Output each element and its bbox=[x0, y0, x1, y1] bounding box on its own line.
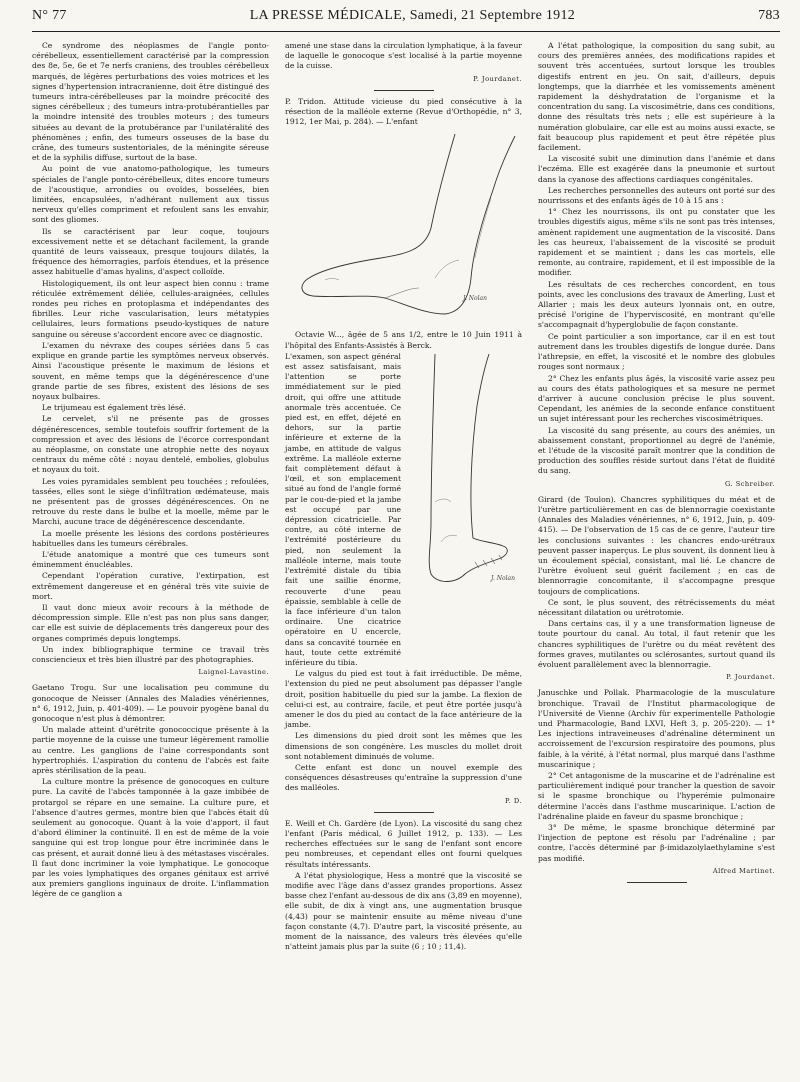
paragraph: L'examen, son aspect général est assez satisfaisant, mais l'attention se porte immédiatement sur le pied droit, qui offre une attitude anormale très accentuée. Ce pied est, en effet, déjeté en dehors, sur la partie inférieure et externe de la jambe, en attitude de valgus extrême. La malléole externe fait complètement défaut à l'œil, et son emplacement situé au fond de l'angle formé par le cou-de-pied et la jambe est occupé par une dépression cicatricielle. Par contre, au côté interne de l'extrémité postérieure du pied, non seulement la malléole interne, mais toute l'extrémité distale du tibia fait une saillie énorme, recouverte d'une peau épaissie, semblable à celle de la face inférieure d'un talon ordinaire. Une cicatrice opératoire en U encercle, dans sa concavité tournée en haut, toute cette extrémité inférieure du tibia. bbox=[285, 351, 401, 667]
paragraph: 2° Cet antagonisme de la muscarine et de l'adrénaline est particulièrement indiqué pour trancher la question de savoir si le spasme bronchique ou l'hyperémie pulmonaire détermine l'accès dans l'asthme muscarinique. L'action de l'adrénaline plaide en faveur du spasme bronchique ; bbox=[538, 771, 775, 821]
case-block bbox=[285, 352, 522, 669]
foot-side-view-figure bbox=[285, 128, 522, 330]
author-signature: Alfred Martinet. bbox=[712, 866, 775, 875]
paragraph: amené une stase dans la circulation lymphatique, à la faveur de laquelle le gonocoque s'est localisé à la partie moyenne de la cuisse. bbox=[285, 41, 522, 71]
page-header bbox=[32, 8, 780, 32]
author-signature: P. Jourdanet. bbox=[726, 673, 775, 682]
divider bbox=[374, 812, 434, 813]
author-signature: G. Schreiber. bbox=[725, 479, 775, 488]
article-title-januschke: Januschke und Pollak. Pharmacologie de la musculature bronchique. Travail de l'Institut pharmacologique de l'Université de Vienne (Archiv für experimentelle Pathologie und Pharmacologie, Band LXVI, Heft 3, p. 205-220). — 1° Les injections intraveineuses d'adrénaline déterminent un accroissement de l'excursion respiratoire des poumons, plus faible, à la vérité, à l'état normal, plus marqué dans l'asthme muscarinique ; bbox=[538, 688, 775, 769]
paragraph: Le cervelet, s'il ne présente pas de grosses dégénérescences, semble toutefois souffrir fortement de la compression et avec des lésions de l'écorce correspondant au néoplasme, on constate une atrophie nette des noyaux centraux du même côté : noyau dentelé, embolies, globulus et noyaux du toit. bbox=[32, 414, 269, 475]
paragraph: Cependant l'opération curative, l'extirpation, est extrêmement dangereuse et en général très vite suivie de mort. bbox=[32, 571, 269, 601]
paragraph: La viscosité subit une diminution dans l'anémie et dans l'eczéma. Elle est exagérée dans la pneumonie et surtout dans la cyanose des affections cardiaques congénitales. bbox=[538, 154, 775, 184]
article-title-weill: E. Weill et Ch. Gardère (de Lyon). La viscosité du sang chez l'enfant (Paris médical, 6 Juillet 1912, p. 133). — Les recherches effectuées sur le sang de l'enfant sont encore peu nombreuses, et cependant elles ont fourni quelques résultats intéressants. bbox=[285, 818, 522, 869]
paragraph: 2° Chez les enfants plus âgés, la viscosité varie assez peu au cours des états pathologiques et sa mesure ne permet d'arriver à aucune conclusion précise le plus souvent. Cependant, les anémies de la seconde enfance constituent un sujet intéressant pour les recherches viscosimétriques. bbox=[538, 373, 775, 424]
article-title-tridon: P. Tridon. Attitude vicieuse du pied consécutive à la résection de la malléole externe (Revue d'Orthopédie, n° 3, 1912, 1er Mai, p. 284). — L'enfant bbox=[285, 96, 522, 127]
paragraph: L'examen du névraxe des coupes sériées dans 5 cas explique en grande partie les symptômes nerveux observés. Ainsi l'acoustique présente le maximum de lésions et souvent, en même temps que la dégénérescence d'une grande partie de ses fibres, existent des lésions de ses noyaux bulbaires. bbox=[32, 340, 269, 401]
paragraph: Un index bibliographique termine ce travail très consciencieux et très bien illustré par des photographies. bbox=[32, 644, 269, 664]
paragraph: Les voies pyramidales semblent peu touchées ; refoulées, tassées, elles sont le siège d'infiltration œdémateuse, mais ne présentent pas de grosses dégénérescences. On ne retrouve du reste dans le bulbe et la moelle, même par le Marchi, aucune trace de dégénérescence descendante. bbox=[32, 476, 269, 527]
paragraph: Au point de vue anatomo-pathologique, les tumeurs spéciales de l'angle ponto-cérébelleux, dites encore tumeurs de l'acoustique, arrondies ou ovoïdes, bosselées, bien limitées, encapsulées, n'adhérant nullement aux tissus nerveux qu'elles compriment et refoulent sans les envahir, sont des gliomes. bbox=[32, 164, 269, 225]
paragraph: La culture montre la présence de gonocoques en culture pure. La cavité de l'abcès tamponnée à la gaze imbibée de protargol se répare en une semaine. La culture pure, et l'absence d'autres germes, montre bien que l'abcès était dû seulement au gonocoque. Quant à la voie d'apport, il faut d'abord éliminer la continuité. Il en est de même de la voie sanguine qui est trop longue pour être incriminée dans le cas présent, et aurait donné lieu à des métastases viscérales. Il faut donc incriminer la voie lymphatique. Le gonocoque par les voies lymphatiques des organes génitaux est arrivé aux premiers ganglions inguinaux de droite. L'inflammation légère de ce ganglion a bbox=[32, 777, 269, 899]
article-title-trogu: Gaetano Trogu. Sur une localisation peu commune du gonocoque de Neisser (Annales des Maladies vénériennes, n° 6, 1912, Juin, p. 401-409). — Le pouvoir pyogène banal du gonocoque n'est plus à démontrer. bbox=[32, 683, 269, 723]
paragraph: Les dimensions du pied droit sont les mêmes que les dimensions de son congénère. Les muscles du mollet droit sont notablement diminués de volume. bbox=[285, 731, 522, 761]
divider bbox=[374, 90, 434, 91]
paragraph: Ce syndrome des néoplasmes de l'angle ponto-cérébelleux, essentiellement caractérisé par la compression des 8e, 5e, 6e et 7e nerfs craniens, des troubles cérébelleux marqués, de légères perturbations des voies motrices et les signes d'hypertension intracranienne, doit être distingué des tumeurs intra-cérébelleuses par la moindre précocité des signes cérébelleux ; des tumeurs intra-protubérantielles par la moindre intensité des troubles moteurs ; des tumeurs situées au devant de la protubérance par l'unilatéralité des phénomènes ; enfin, des tumeurs osseuses de la base du crâne, des tumeurs sustentoriales, de la méningite séreuse et de la syphilis diffuse, surtout de la base. bbox=[32, 41, 269, 163]
article-title-girard: Girard (de Toulon). Chancres syphilitiques du méat et de l'urètre particulièrement en cas de blennorragie coexistante (Annales des Maladies vénériennes, n° 6, 1912, Juin, p. 409-415). — De l'observation de 15 cas de ce genre, l'auteur tire les conclusions suivantes : les chancres endo-urétraux peuvent passer inaperçus. Le plus souvent, ils donnent lieu à un écoulement spécial, consistant, mal lié. Le chancre de l'urètre évoluent seul guérit facilement ; en cas de blennorragie concomitante, il s'accompagne presque toujours de complications. bbox=[538, 494, 775, 596]
journal-title: LA PRESSE MÉDICALE, Samedi, 21 Septembre 1912 bbox=[249, 8, 576, 23]
paragraph: Il vaut donc mieux avoir recours à la méthode de décompression simple. Elle n'est pas non plus sans danger, car elle est suivie de déplacements très dangereux pour des organes comprimés depuis longtemps. bbox=[32, 602, 269, 643]
paragraph: Le valgus du pied est tout à fait irréductible. De même, l'extension du pied ne peut absolument pas dépasser l'angle droit, position habituelle du pied sur la jambe. La flexion de celui-ci est, au contraire, facile, et peut être portée jusqu'à amener le dos du pied au contact de la face antérieure de la jambe. bbox=[285, 669, 522, 730]
author-signature: P. Jourdanet. bbox=[473, 74, 522, 83]
paragraph: Histologiquement, ils ont leur aspect bien connu : trame réticulée extrêmement déliée, cellules-araignées, cellules rondes peu riches en protoplasma et indépendantes des fibrilles. Leur riche vascularisation, leurs métatypies cellulaires, leurs formations pseudo-kystiques de nature sanguine ou séreuse s'accordent encore avec ce diagnostic. bbox=[32, 278, 269, 339]
paragraph: Un malade atteint d'urétrite gonococcique présente à la partie moyenne de la cuisse une tumeur légèrement ramollie au centre. Les ganglions de l'aine correspondants sont hypertrophiés. L'aspiration du contenu de l'abcès est faite après stérilisation de la peau. bbox=[32, 725, 269, 776]
paragraph: L'étude anatomique a montré que ces tumeurs sont éminemment énucléables. bbox=[32, 549, 269, 570]
paragraph: 1° Chez les nourrissons, ils ont pu constater que les troubles digestifs aigus, même s'ils ne sont pas très intenses, amènent rapidement une augmentation de la viscosité. Dans les cas heureux, l'abaissement de la viscosité se produit rapidement et se maintient ; dans les cas mortels, elle remonte, au contraire, rapidement, et il est impossible de la modifier. bbox=[538, 207, 775, 278]
paragraph: 3° De même, le spasme bronchique déterminé par l'injection de peptone est résolu par l'adrénaline ; par contre, l'accès déterminé par β-imidazolylaethylamine s'est pas modifié. bbox=[538, 823, 775, 863]
paragraph: Le trijumeau est également très lésé. bbox=[42, 403, 186, 413]
paragraph: Dans certains cas, il y a une transformation ligneuse de toute pourtour du canal. Au total, il faut retenir que les chancres syphilitiques de l'urètre ou du méat revêtent des formes graves, mutilantes ou sclérosantes, surtout quand ils évoluent parallèlement avec la blennorragie. bbox=[538, 619, 775, 669]
foot-front-view-figure bbox=[405, 352, 522, 592]
paragraph: Octavie W..., âgée de 5 ans 1/2, entre le 10 Juin 1911 à l'hôpital des Enfants-Assistés à Berck. bbox=[285, 330, 522, 350]
paragraph: Ce sont, le plus souvent, des rétrécissements du méat nécessitant dilatation ou urétrotomie. bbox=[538, 597, 775, 617]
figure-signature: J. Nolan bbox=[463, 295, 487, 303]
paragraph: La viscosité du sang présente, au cours des anémies, un abaissement constant, proportionnel au degré de l'anémie, et l'étude de la viscosité paraît montrer que la condition de production des souffles réside surtout dans l'état de fluidité du sang. bbox=[538, 425, 775, 476]
column-2 bbox=[285, 41, 522, 953]
paragraph: Ils se caractérisent par leur coque, toujours excessivement nette et se détachant facilement, la grande quantité de leurs vaisseaux, presque toujours dilatés, la fréquence des hémorragies, parfois étendues, et la présence assez habituelle d'amas hyalins, d'aspect colloïde. bbox=[32, 226, 269, 277]
column-3 bbox=[538, 41, 775, 953]
figure-signature: J. Nolan bbox=[491, 574, 515, 582]
paragraph: A l'état pathologique, la composition du sang subit, au cours des premières années, des modifications rapides et souvent très accentuées, surtout lorsque les troubles digestifs entrent en jeu. On sait, d'ailleurs, depuis longtemps, que la diarrhée et les vomissements amènent rapidement la déshydratation de l'organisme et la concentration du sang. La viscosimétrie, dans ces conditions, donne des résultats très nets ; elle est supérieure à la numération globulaire, car elle est au moins aussi exacte, se fait beaucoup plus rapidement et peut être répétée plus facilement. bbox=[538, 41, 775, 153]
page-number: 783 bbox=[758, 8, 780, 23]
paragraph: Ce point particulier a son importance, car il en est tout autrement dans les troubles digestifs de longue durée. Dans l'athrepsie, en effet, la viscosité et le nombre des globules rouges sont normaux ; bbox=[538, 331, 775, 372]
divider bbox=[627, 882, 687, 883]
column-1 bbox=[32, 41, 269, 953]
issue-number: N° 77 bbox=[32, 8, 67, 23]
paragraph: Cette enfant est donc un nouvel exemple des conséquences désastreuses qu'entraîne la suppression d'une des malléoles. bbox=[285, 762, 522, 793]
paragraph: Les résultats de ces recherches concordent, en tous points, avec les conclusions des travaux de Amerling, Lust et Allarier ; mais les deux auteurs lyonnais ont, en outre, précisé l'origine de l'hyperviscosité, en montrant qu'elle s'accompagnait d'hyperglobulie de façon constante. bbox=[538, 279, 775, 330]
paragraph: A l'état physiologique, Hess a montré que la viscosité se modifie avec l'âge dans d'assez grandes proportions. Assez basse chez l'enfant au-dessous de dix ans (3,89 en moyenne), elle subit, de dix à vingt ans, une augmentation brusque (4,43) pour se maintenir ensuite au même niveau d'une façon constante (4,7). D'autre part, la viscosité présente, au moment de la naissance, des valeurs très élevées qu'elle n'atteint jamais plus par la suite (6 ; 10 ; 11,4). bbox=[285, 870, 522, 952]
paragraph: Les recherches personnelles des auteurs ont porté sur des nourrissons et des enfants âgés de 10 à 15 ans : bbox=[538, 185, 775, 206]
paragraph: La moelle présente les lésions des cordons postérieures habituelles dans les tumeurs cérébrales. bbox=[32, 528, 269, 548]
author-signature: Laignel-Lavastine. bbox=[198, 668, 269, 677]
author-signature: P. D. bbox=[505, 796, 522, 805]
foot-front-view-drawing bbox=[405, 352, 522, 592]
